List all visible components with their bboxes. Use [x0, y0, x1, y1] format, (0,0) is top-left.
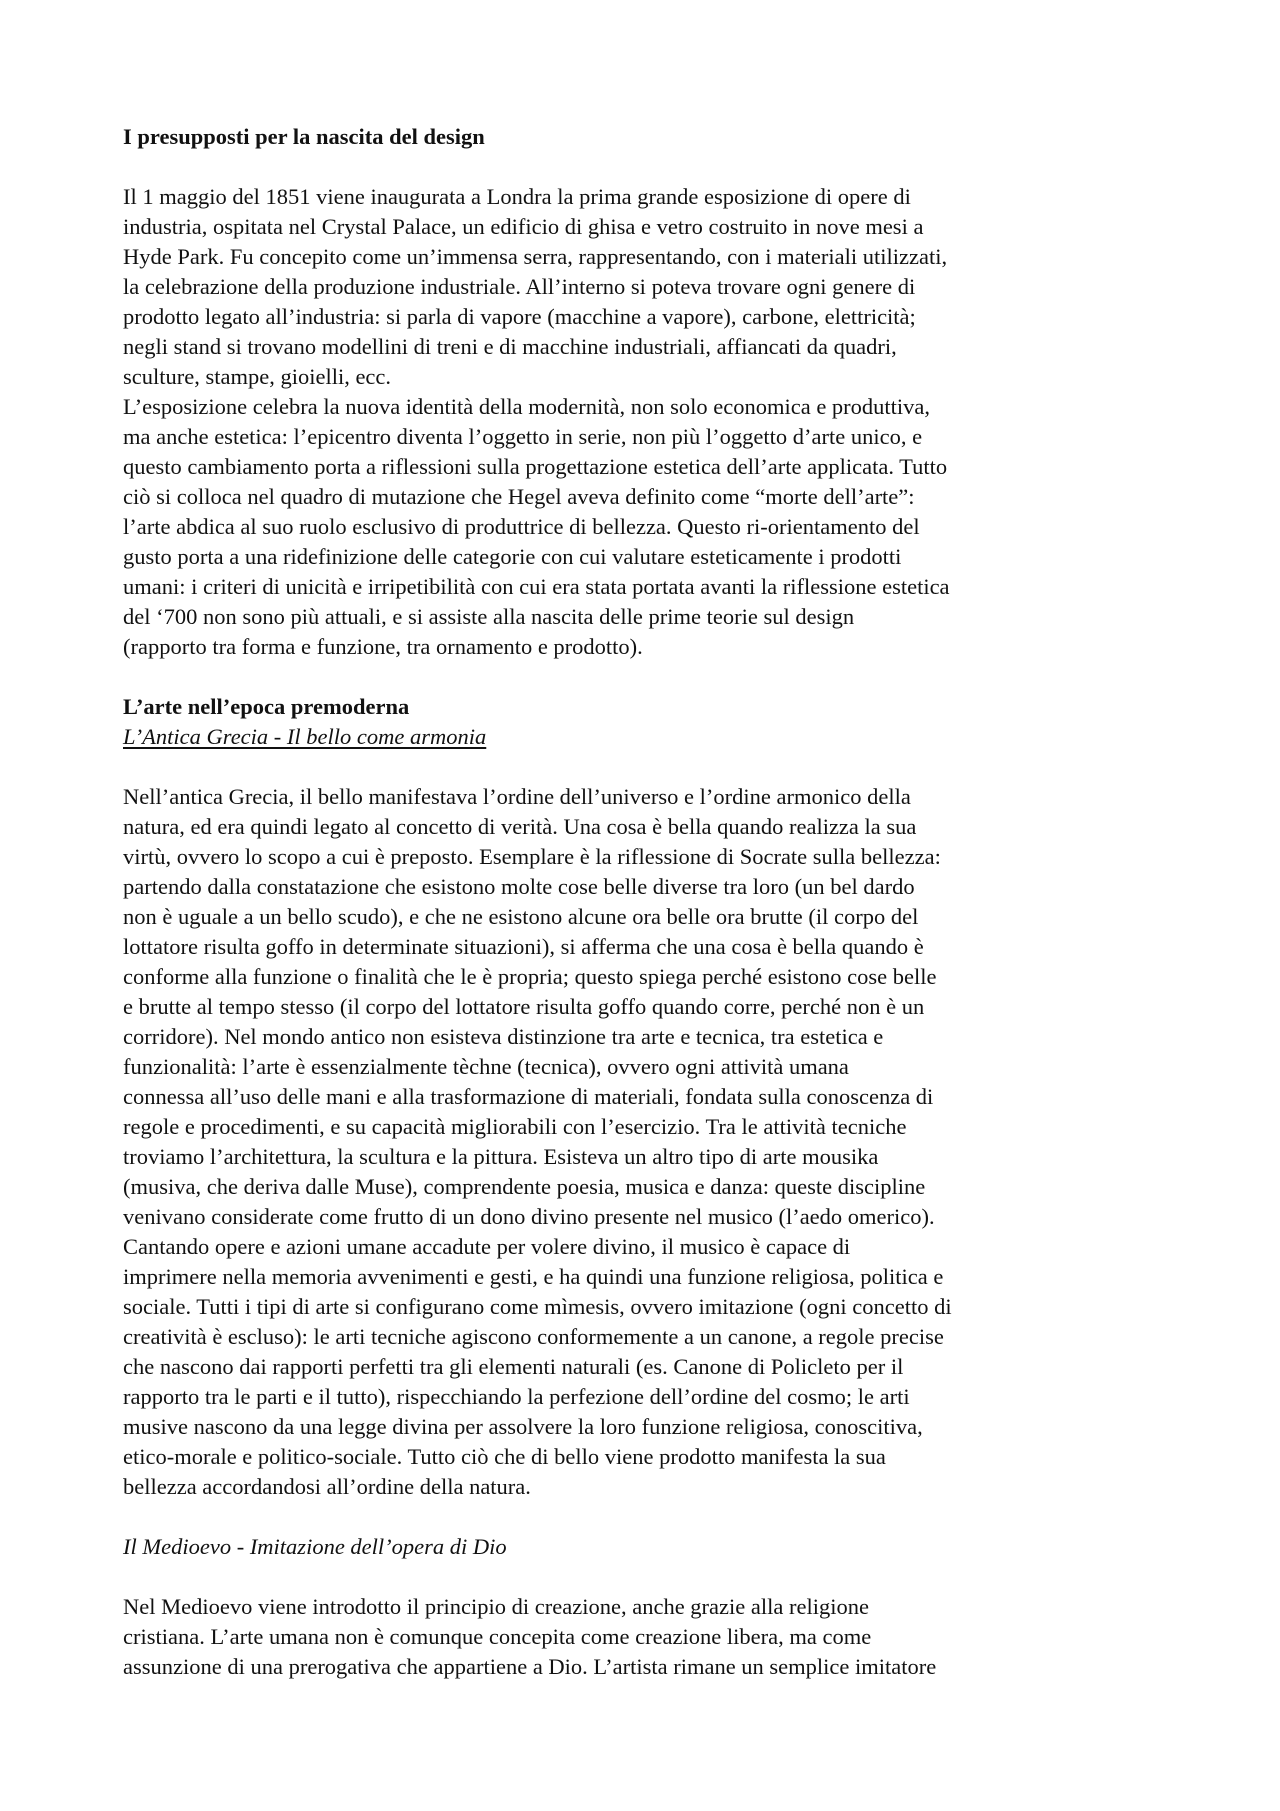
text-line: gusto porta a una ridefinizione delle categorie con cui valutare esteticamente i prodotti — [123, 544, 902, 569]
paragraph-crystal-palace — [123, 182, 1163, 392]
text-line: (rapporto tra forma e funzione, tra ornamento e prodotto). — [123, 634, 643, 659]
text-line: partendo dalla constatazione che esistono molte cose belle diverse tra loro (un bel dardo — [123, 874, 915, 899]
text-line: conforme alla funzione o finalità che le è propria; questo spiega perché esistono cose belle — [123, 964, 937, 989]
section-title-premodern-art: L’arte nell’epoca premoderna — [123, 694, 410, 719]
section-title-design-origins: I presupposti per la nascita del design — [123, 124, 485, 149]
spacer — [123, 152, 1163, 182]
text-line: Il 1 maggio del 1851 viene inaugurata a Londra la prima grande esposizione di opere di — [123, 184, 911, 209]
subsection-title-middle-ages: Il Medioevo - Imitazione dell’opera di Dio — [123, 1534, 507, 1559]
text-line: (musiva, che deriva dalle Muse), comprendente poesia, musica e danza: queste discipline — [123, 1174, 926, 1199]
text-line: questo cambiamento porta a riflessioni sulla progettazione estetica dell’arte applicata. Tutto — [123, 454, 948, 479]
text-line: sociale. Tutti i tipi di arte si configurano come mìmesis, ovvero imitazione (ogni concetto di — [123, 1294, 952, 1319]
text-line: del ‘700 non sono più attuali, e si assiste alla nascita delle prime teorie sul design — [123, 604, 855, 629]
text-line: connessa all’uso delle mani e alla trasformazione di materiali, fondata sulla conoscenza di — [123, 1084, 934, 1109]
text-line: cristiana. L’arte umana non è comunque concepita come creazione libera, ma come — [123, 1624, 872, 1649]
text-line: rapporto tra le parti e il tutto), rispecchiando la perfezione dell’ordine del cosmo; le arti — [123, 1384, 910, 1409]
text-line: negli stand si trovano modellini di treni e di macchine industriali, affiancati da quadri, — [123, 334, 897, 359]
text-line: lottatore risulta goffo in determinate situazioni), si afferma che una cosa è bella quando è — [123, 934, 924, 959]
spacer — [123, 1502, 1163, 1532]
paragraph-modernity — [123, 392, 1163, 662]
text-line: Cantando opere e azioni umane accadute per volere divino, il musico è capace di — [123, 1234, 851, 1259]
text-line: virtù, ovvero lo scopo a cui è preposto. Esemplare è la riflessione di Socrate sulla bellezza: — [123, 844, 941, 869]
spacer — [123, 662, 1163, 692]
text-line: la celebrazione della produzione industriale. All’interno si poteva trovare ogni genere di — [123, 274, 916, 299]
text-line: che nascono dai rapporti perfetti tra gli elementi naturali (es. Canone di Policleto per il — [123, 1354, 904, 1379]
text-line: imprimere nella memoria avvenimenti e gesti, e ha quindi una funzione religiosa, politica e — [123, 1264, 944, 1289]
text-line: Nel Medioevo viene introdotto il principio di creazione, anche grazie alla religione — [123, 1594, 869, 1619]
subsection-title-ancient-greece: L’Antica Grecia - Il bello come armonia — [123, 724, 487, 749]
text-line: prodotto legato all’industria: si parla di vapore (macchine a vapore), carbone, elettricità; — [123, 304, 916, 329]
text-line: musive nascono da una legge divina per assolvere la loro funzione religiosa, conoscitiva, — [123, 1414, 923, 1439]
text-line: sculture, stampe, gioielli, ecc. — [123, 364, 392, 389]
text-line: Hyde Park. Fu concepito come un’immensa serra, rappresentando, con i materiali utilizzati, — [123, 244, 948, 269]
paragraph-ancient-greece — [123, 782, 1163, 1502]
text-line: venivano considerate come frutto di un dono divino presente nel musico (l’aedo omerico). — [123, 1204, 935, 1229]
spacer — [123, 1562, 1163, 1592]
text-line: regole e procedimenti, e su capacità migliorabili con l’esercizio. Tra le attività tecniche — [123, 1114, 907, 1139]
text-line: corridore). Nel mondo antico non esisteva distinzione tra arte e tecnica, tra estetica e — [123, 1024, 884, 1049]
text-line: industria, ospitata nel Crystal Palace, un edificio di ghisa e vetro costruito in nove mesi a — [123, 214, 924, 239]
document-page — [123, 122, 1163, 1682]
text-line: ma anche estetica: l’epicentro diventa l’oggetto in serie, non più l’oggetto d’arte unico, e — [123, 424, 923, 449]
text-line: natura, ed era quindi legato al concetto di verità. Una cosa è bella quando realizza la sua — [123, 814, 917, 839]
paragraph-middle-ages — [123, 1592, 1163, 1682]
text-line: bellezza accordandosi all’ordine della natura. — [123, 1474, 531, 1499]
text-line: funzionalità: l’arte è essenzialmente tèchne (tecnica), ovvero ogni attività umana — [123, 1054, 849, 1079]
text-line: ciò si colloca nel quadro di mutazione che Hegel aveva definito come “morte dell’arte”: — [123, 484, 915, 509]
text-line: e brutte al tempo stesso (il corpo del lottatore risulta goffo quando corre, perché non è un — [123, 994, 925, 1019]
text-line: etico-morale e politico-sociale. Tutto ciò che di bello viene prodotto manifesta la sua — [123, 1444, 886, 1469]
text-line: creatività è escluso): le arti tecniche agiscono conformemente a un canone, a regole precise — [123, 1324, 944, 1349]
text-line: l’arte abdica al suo ruolo esclusivo di produttrice di bellezza. Questo ri-orientamento del — [123, 514, 920, 539]
spacer — [123, 752, 1163, 782]
text-line: troviamo l’architettura, la scultura e la pittura. Esisteva un altro tipo di arte mousika — [123, 1144, 879, 1169]
text-line: L’esposizione celebra la nuova identità della modernità, non solo economica e produttiva, — [123, 394, 931, 419]
text-line: assunzione di una prerogativa che appartiene a Dio. L’artista rimane un semplice imitatore — [123, 1654, 937, 1679]
text-line: Nell’antica Grecia, il bello manifestava l’ordine dell’universo e l’ordine armonico della — [123, 784, 911, 809]
text-line: non è uguale a un bello scudo), e che ne esistono alcune ora belle ora brutte (il corpo del — [123, 904, 919, 929]
text-line: umani: i criteri di unicità e irripetibilità con cui era stata portata avanti la riflessione estetica — [123, 574, 950, 599]
